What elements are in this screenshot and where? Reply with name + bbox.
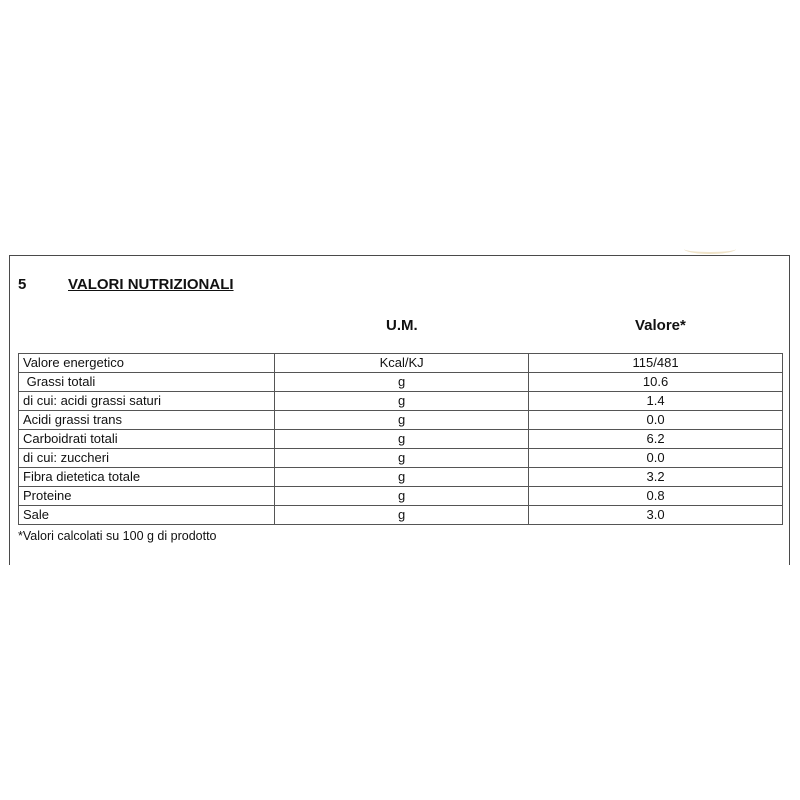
nutrient-name: Carboidrati totali bbox=[19, 430, 275, 449]
column-header-um: U.M. bbox=[386, 317, 418, 334]
nutrient-unit: g bbox=[275, 411, 529, 430]
nutrient-unit: g bbox=[275, 449, 529, 468]
nutrient-value: 3.2 bbox=[529, 468, 783, 487]
table-row bbox=[19, 392, 783, 411]
footnote: *Valori calcolati su 100 g di prodotto bbox=[18, 529, 217, 543]
nutrient-unit: g bbox=[275, 487, 529, 506]
nutrient-name: di cui: acidi grassi saturi bbox=[19, 392, 275, 411]
nutrient-name: Valore energetico bbox=[19, 354, 275, 373]
nutrient-unit: g bbox=[275, 373, 529, 392]
section-title: VALORI NUTRIZIONALI bbox=[68, 276, 234, 293]
decorative-swoosh bbox=[684, 244, 736, 254]
nutrient-unit: Kcal/KJ bbox=[275, 354, 529, 373]
nutrient-value: 115/481 bbox=[529, 354, 783, 373]
nutrient-unit: g bbox=[275, 392, 529, 411]
nutrient-value: 0.8 bbox=[529, 487, 783, 506]
table-row bbox=[19, 468, 783, 487]
table-row bbox=[19, 506, 783, 525]
nutrition-table bbox=[18, 353, 783, 525]
table-row bbox=[19, 411, 783, 430]
nutrient-name: Proteine bbox=[19, 487, 275, 506]
nutrient-name: Sale bbox=[19, 506, 275, 525]
nutrient-name: Acidi grassi trans bbox=[19, 411, 275, 430]
nutrient-name: di cui: zuccheri bbox=[19, 449, 275, 468]
nutrient-value: 6.2 bbox=[529, 430, 783, 449]
table-row bbox=[19, 373, 783, 392]
nutrient-unit: g bbox=[275, 468, 529, 487]
table-row bbox=[19, 449, 783, 468]
nutrient-name: Fibra dietetica totale bbox=[19, 468, 275, 487]
nutrient-name: Grassi totali bbox=[19, 373, 275, 392]
nutrient-value: 0.0 bbox=[529, 411, 783, 430]
nutrient-unit: g bbox=[275, 430, 529, 449]
table-row bbox=[19, 430, 783, 449]
nutrient-value: 1.4 bbox=[529, 392, 783, 411]
nutrient-value: 0.0 bbox=[529, 449, 783, 468]
nutrient-value: 3.0 bbox=[529, 506, 783, 525]
table-row bbox=[19, 354, 783, 373]
section-number: 5 bbox=[18, 276, 27, 293]
table-row bbox=[19, 487, 783, 506]
column-header-value: Valore* bbox=[635, 317, 686, 334]
nutrient-value: 10.6 bbox=[529, 373, 783, 392]
nutrient-unit: g bbox=[275, 506, 529, 525]
